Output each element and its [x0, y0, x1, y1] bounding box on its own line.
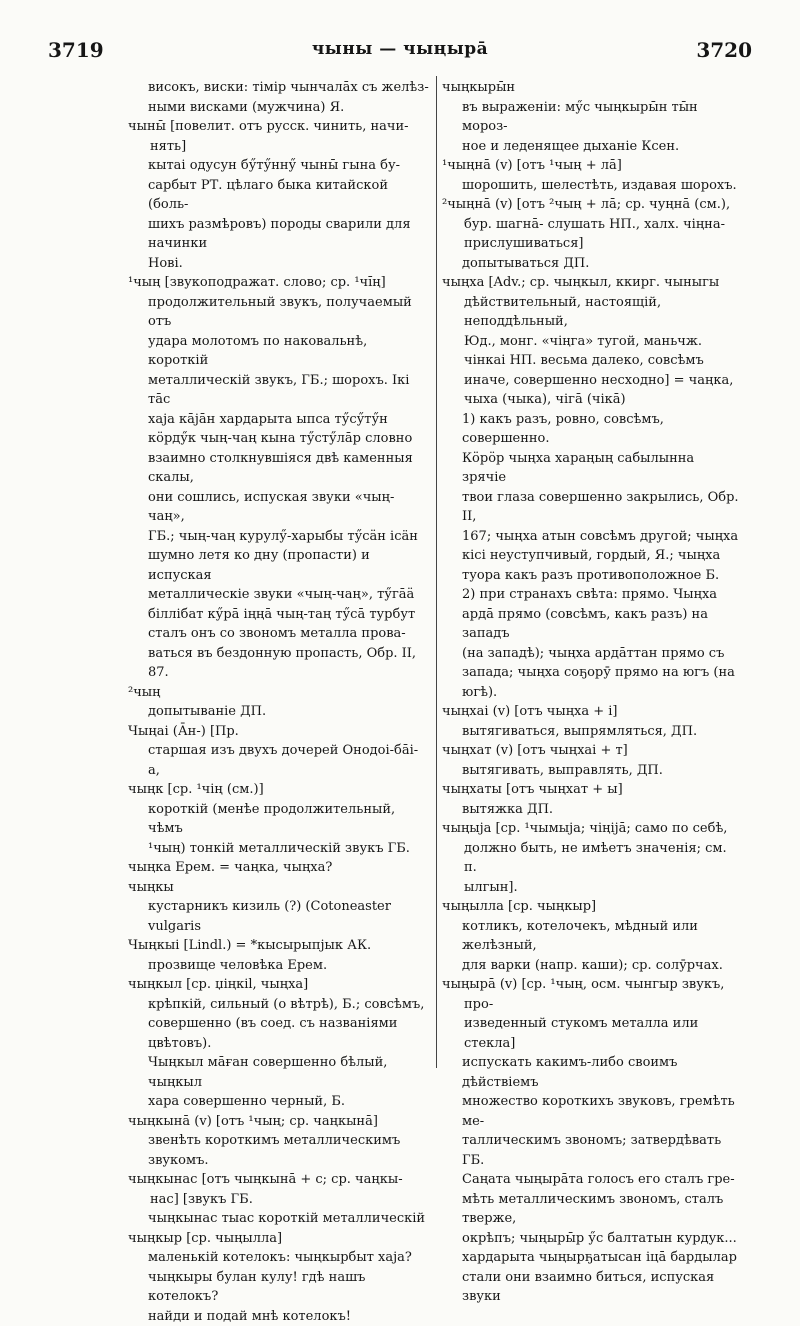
dictionary-headword: чыңкына̄ (v) [отъ ¹чың; ср. чаңкына̄]	[128, 1113, 378, 1129]
dictionary-definition: кустарникъ кизиль (?) (Cotoneaster vulgaris	[148, 899, 391, 934]
dictionary-headword: чыңха [Adv.; ср. чыңкыл, ккирг. чыныгы дѣйствительный, настоящій, неподдѣльный, Юд., монг. «чіңга» тугой, маньчж. чінкаі НП. весьма далеко, совсѣмъ иначе, совершенно несходно] = чаңка, чыха (чыка), чіга̄ (чіка̄)	[442, 275, 734, 407]
dictionary-headword: чыңылла [ср. чыңкыр]	[442, 899, 597, 914]
right-page-number: 3720	[696, 38, 752, 62]
dictionary-definition: шорошить, шелестѣть, издавая шорохъ.	[462, 177, 737, 193]
dictionary-headword: чыңкыл [ср. џіңкіl, чыңха]	[128, 977, 309, 992]
column-divider	[436, 76, 437, 1068]
dictionary-headword: чыңкыры̄н	[442, 80, 516, 95]
dictionary-headword: чыңкы	[128, 879, 174, 895]
dictionary-definition: звенѣть короткимъ металлическимъ звукомъ.	[148, 1133, 401, 1168]
dictionary-headword: Чыңаі (А̄н-) [Пр.	[128, 723, 239, 739]
left-page-number: 3719	[48, 38, 104, 62]
dictionary-definition: маленькій котелокъ: чыңкырбыт хаја? чыңкыры булан кулу! гдѣ нашъ котелокъ? найди и подай мнѣ котелокъ!	[148, 1250, 412, 1324]
dictionary-definition: кытаі одусун бӳтӳннӳ чыны̄ гына бу- сарбыт РТ. цѣлаго быка китайской (боль- шихъ размѣровъ) породы сварили для начинки Нові.	[148, 158, 411, 271]
dictionary-headword: чыңыра̄ (v) [ср. ¹чың, осм. чынгыр звукъ, про- изведенный стукомъ металла или стекла]	[442, 977, 725, 1051]
dictionary-definition: короткій (менѣе продолжительный, чѣмъ ¹чың) тонкій металлическій звукъ ГБ.	[148, 801, 410, 856]
dictionary-headword: чыңхаты [отъ чыңхат + ы]	[442, 782, 623, 797]
dictionary-definition: крѣпкій, сильный (о вѣтрѣ), Б.; совсѣмъ, совершенно (въ соед. съ названіями цвѣтовъ). Чыңкыл ма̄ған совершенно бѣлый, чыңкыл хара совершенно черный, Б.	[148, 996, 425, 1109]
dictionary-definition: въ выраженіи: мӳс чыңкыры̄н ты̄н мороз- ное и леденящее дыханіе Ксен.	[462, 99, 698, 154]
dictionary-headword: чыңхаі (v) [отъ чыңха + і]	[442, 704, 618, 719]
dictionary-headword: ²чыңна̄ (v) [отъ ²чың + ла̄; ср. чуңна̄ (см.), бур. шагна̄- слушать НП., халх. чіңна- прислушиваться]	[442, 197, 731, 251]
dictionary-headword: чыңка Ерем. = чаңка, чыңха?	[128, 860, 333, 875]
dictionary-headword: чыңкынас [отъ чыңкына̄ + с; ср. чаңкы- нас] [звукъ ГБ.	[128, 1172, 403, 1207]
dictionary-definition: продолжительный звукъ, получаемый отъ удара молотомъ по наковальнѣ, короткій металлическій звукъ, ГБ.; шорохъ. Ікі та̄с хаја ка̄ја̄н хардарыта ыпса тӳсӳтӳн кӧрдӳк чың-чаң кына тӳстӳла̄р словно взаимно столкнувшіяся двѣ каменныя скалы, они сошлись, испуская звуки «чың-чаң», ГБ.; чың-чаң курулӳ-харыбы тӳсӓн ісäн шумно летя ко дну (пропасти) и испуская металлическіе звуки «чың-чаң», тӳга̄ӓ біллібат кӳра̄ іңңа̄ чың-таң тӳса̄ турбут сталъ онъ со звономъ металла прова- ваться въ бездонную пропасть, Обр. II, 87.	[148, 294, 418, 680]
dictionary-headword: чыңхат (v) [отъ чыңхаі + т]	[442, 743, 628, 758]
dictionary-headword: ¹чыңна̄ (v) [отъ ¹чың + ла̄]	[442, 158, 622, 173]
dictionary-headword: ¹чың [звукоподражат. слово; ср. ¹чі̄ң]	[128, 275, 386, 290]
dictionary-definition: 1) какъ разъ, ровно, совсѣмъ, совершенно. Кӧрӧр чыңха хараңың сабылынна зрячіе твои глаза совершенно закрылись, Обр. II, 167; чыңха атын совсѣмъ другой; чыңха кісі неуступчивый, гордый, Я.; чыңха туора какъ разъ противоположное Б. 2) при странахъ свѣта: прямо. Чыңха арда̄ прямо (совсѣмъ, какъ разъ) на западъ (на западѣ); чыңха арда̄ттан прямо съ запада; чыңха соҕорӯ прямо на югъ (на югѣ).	[462, 411, 739, 700]
dictionary-headword: Чыңкыі [Lindl.) = *кысырыпјык АК.	[128, 938, 372, 953]
dictionary-headword: чыңыја [ср. ¹чымыја; чіңіја̄; само по себѣ, должно быть, не имѣетъ значенія; см. п. ылгын].	[442, 821, 728, 895]
dictionary-definition: испускать какимъ-либо своимъ дѣйствіемъ множество короткихъ звуковъ, гремѣть ме- таллическимъ звономъ; затвердѣвать ГБ. Саңата чыңыра̄та голосъ его сталъ гре- мѣть металлическимъ звономъ, сталъ тверже, окрѣпъ; чыңыры̄р ӳс балтатын курдук... хардарыта чыңырҕатысан іца̄ бардылар стали они взаимно биться, испуская звуки	[462, 1055, 737, 1304]
right-column	[442, 78, 742, 1307]
page-header	[0, 38, 800, 68]
dictionary-definition: прозвище человѣка Ерем.	[148, 957, 328, 973]
dictionary-definition: старшая изъ двухъ дочерей Онодоі-ба̄і-а,	[148, 743, 419, 778]
dictionary-headword: чыңк [ср. ¹чің (см.)]	[128, 782, 264, 797]
dictionary-definition: допытываться ДП.	[462, 255, 590, 271]
dictionary-definition: допытываніе ДП.	[148, 704, 267, 719]
dictionary-definition: вытягиваться, выпрямляться, ДП.	[462, 723, 698, 739]
dictionary-definition: вытягивать, выправлять, ДП.	[462, 762, 663, 778]
dictionary-definition: чыңкынас тыас короткій металлическій	[148, 1211, 426, 1226]
dictionary-headword: чыңкыр [ср. чыңылла]	[128, 1230, 283, 1246]
dictionary-definition: високъ, виски: тімір чынчала̄х съ желѣз- ными висками (мужчина) Я.	[148, 80, 429, 115]
running-title: чыны — чыңыра̄	[311, 39, 489, 59]
dictionary-headword: чыны̄ [повелит. отъ русск. чинить, начи- нять]	[128, 119, 409, 154]
dictionary-definition: котликъ, котелочекъ, мѣдный или желѣзный, для варки (напр. каши); ср. солӯрчах.	[462, 918, 723, 973]
dictionary-definition: вытяжка ДП.	[462, 801, 554, 817]
dictionary-headword: ²чың	[128, 684, 161, 700]
left-column	[128, 78, 430, 1326]
